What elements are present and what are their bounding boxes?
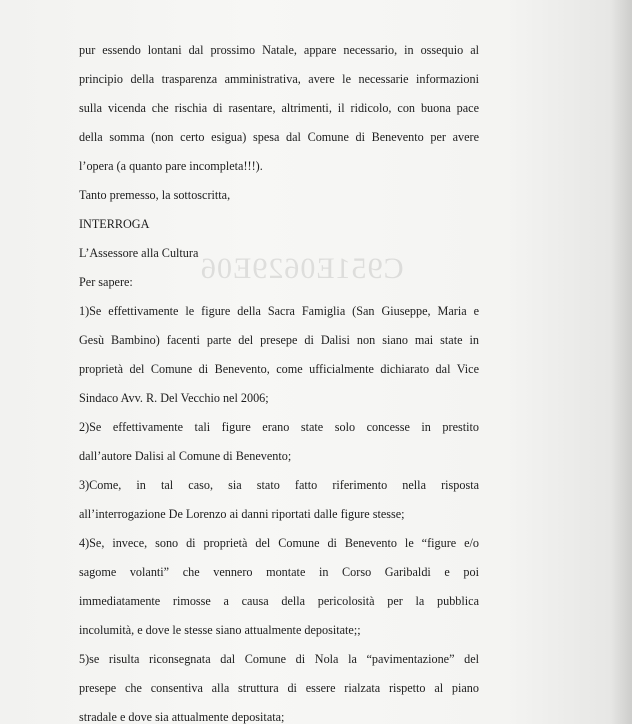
question-3-line: all’interrogazione De Lorenzo ai danni riportati dalle figure stesse; [79,507,405,521]
question-4-line: sagome volanti” che vennero montate in Corso Garibaldi e poi [79,565,479,579]
text-line: pur essendo lontani dal prossimo Natale, appare necessario, in ossequio al [79,43,479,57]
heading-interroga: INTERROGA [79,217,150,231]
question-1-line: Gesù Bambino) facenti parte del presepe di Dalisi non siano mai state in [79,333,479,347]
question-5-line: presepe che consentiva alla struttura di essere rialzata rispetto al piano [79,681,479,695]
page-edge-shadow [610,0,632,724]
question-1-line: 1)Se effettivamente le figure della Sacra Famiglia (San Giuseppe, Maria e [79,304,479,318]
text-line: sulla vicenda che rischia di rasentare, altrimenti, il ridicolo, con buona pace [79,101,479,115]
question-2-line: dall’autore Dalisi al Comune di Benevento; [79,449,292,463]
question-3-line: 3)Come, in tal caso, sia stato fatto riferimento nella risposta [79,478,479,492]
question-4-line: 4)Se, invece, sono di proprietà del Comune di Benevento le “figure e/o [79,536,479,550]
document-body [79,36,479,724]
bleed-through-stamp: C951E0629E06 [200,252,404,285]
question-1-line: proprietà del Comune di Benevento, come ufficialmente dichiarato dal Vice [79,362,479,376]
question-2-line: 2)Se effettivamente tali figure erano state solo concesse in prestito [79,420,479,434]
text-line: Tanto premesso, la sottoscritta, [79,188,231,202]
question-5-line: stradale e dove sia attualmente depositata; [79,710,285,724]
question-4-line: incolumità, e dove le stesse siano attualmente depositate;; [79,623,361,637]
text-line: Per sapere: [79,275,133,289]
text-line: l’opera (a quanto pare incompleta!!!). [79,159,263,173]
question-5-line: 5)se risulta riconsegnata dal Comune di Nola la “pavimentazione” del [79,652,479,666]
text-line: L’Assessore alla Cultura [79,246,199,260]
text-line: principio della trasparenza amministrativa, avere le necessarie informazioni [79,72,479,86]
question-1-line: Sindaco Avv. R. Del Vecchio nel 2006; [79,391,269,405]
text-line: della somma (non certo esigua) spesa dal Comune di Benevento per avere [79,130,479,144]
question-4-line: immediatamente rimosse a causa della pericolosità per la pubblica [79,594,479,608]
